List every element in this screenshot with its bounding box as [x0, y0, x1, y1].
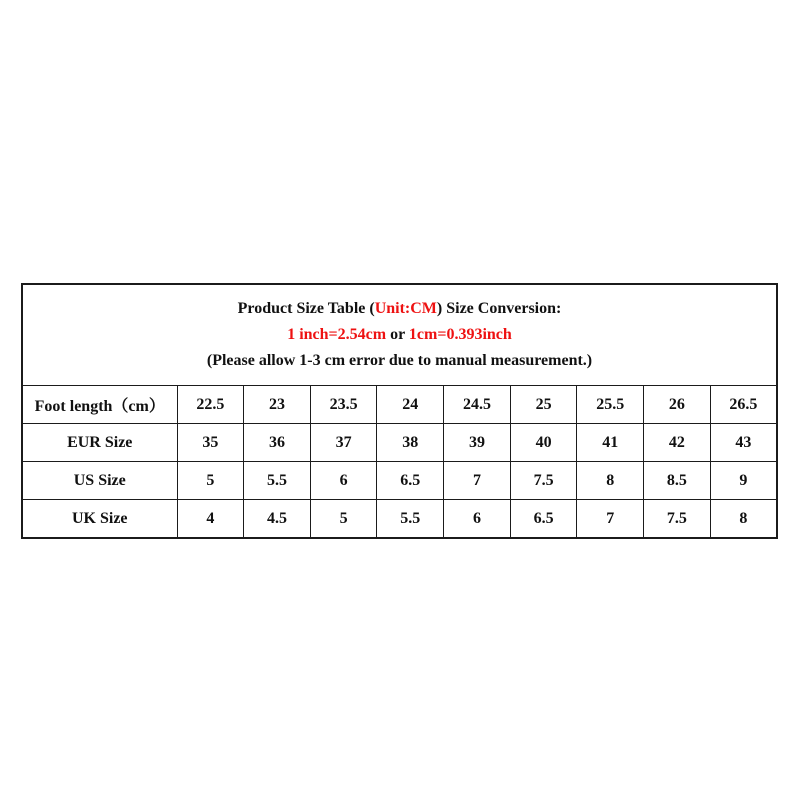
row-label: Foot length（cm）	[22, 386, 177, 424]
size-value-cell: 5.5	[244, 462, 311, 500]
table-row	[22, 500, 777, 539]
size-value-cell: 24.5	[444, 386, 511, 424]
table-row	[22, 462, 777, 500]
size-value-cell: 43	[710, 424, 777, 462]
size-value-cell: 25.5	[577, 386, 644, 424]
row-label: US Size	[22, 462, 177, 500]
measurement-note: (Please allow 1-3 cm error due to manual measurement.)	[206, 352, 593, 369]
size-value-cell: 8.5	[644, 462, 711, 500]
row-label: UK Size	[22, 500, 177, 539]
size-value-cell: 6.5	[377, 462, 444, 500]
table-row	[22, 424, 777, 462]
size-value-cell: 6.5	[510, 500, 577, 539]
size-value-cell: 23	[244, 386, 311, 424]
size-value-cell: 26.5	[710, 386, 777, 424]
header-title-suffix: ) Size Conversion:	[436, 300, 562, 317]
size-table	[21, 283, 778, 539]
size-value-cell: 5	[310, 500, 377, 539]
size-value-cell: 4.5	[244, 500, 311, 539]
table-header-row	[22, 284, 777, 386]
size-conversion-table	[21, 283, 778, 539]
formula-inch-to-cm: 1 inch=2.54cm	[287, 326, 387, 343]
header-title-prefix: Product Size Table (	[237, 300, 375, 317]
size-value-cell: 24	[377, 386, 444, 424]
size-value-cell: 5.5	[377, 500, 444, 539]
size-value-cell: 7.5	[644, 500, 711, 539]
header-title	[23, 296, 776, 322]
header-unit-text: Unit:CM	[374, 300, 437, 317]
table-header	[22, 284, 777, 386]
size-value-cell: 7.5	[510, 462, 577, 500]
size-value-cell: 41	[577, 424, 644, 462]
size-value-cell: 42	[644, 424, 711, 462]
size-value-cell: 4	[177, 500, 244, 539]
size-value-cell: 7	[577, 500, 644, 539]
size-value-cell: 9	[710, 462, 777, 500]
size-value-cell: 23.5	[310, 386, 377, 424]
size-value-cell: 5	[177, 462, 244, 500]
size-value-cell: 25	[510, 386, 577, 424]
size-value-cell: 38	[377, 424, 444, 462]
size-value-cell: 40	[510, 424, 577, 462]
formula-cm-to-inch: 1cm=0.393inch	[408, 326, 512, 343]
size-value-cell: 6	[444, 500, 511, 539]
size-value-cell: 36	[244, 424, 311, 462]
size-table-body	[22, 386, 777, 539]
size-value-cell: 39	[444, 424, 511, 462]
formula-or: or	[386, 326, 409, 343]
size-value-cell: 7	[444, 462, 511, 500]
row-label: EUR Size	[22, 424, 177, 462]
size-value-cell: 6	[310, 462, 377, 500]
size-value-cell: 8	[577, 462, 644, 500]
conversion-formula	[23, 322, 776, 348]
table-row	[22, 386, 777, 424]
size-value-cell: 35	[177, 424, 244, 462]
size-value-cell: 8	[710, 500, 777, 539]
size-value-cell: 26	[644, 386, 711, 424]
size-value-cell: 37	[310, 424, 377, 462]
size-value-cell: 22.5	[177, 386, 244, 424]
